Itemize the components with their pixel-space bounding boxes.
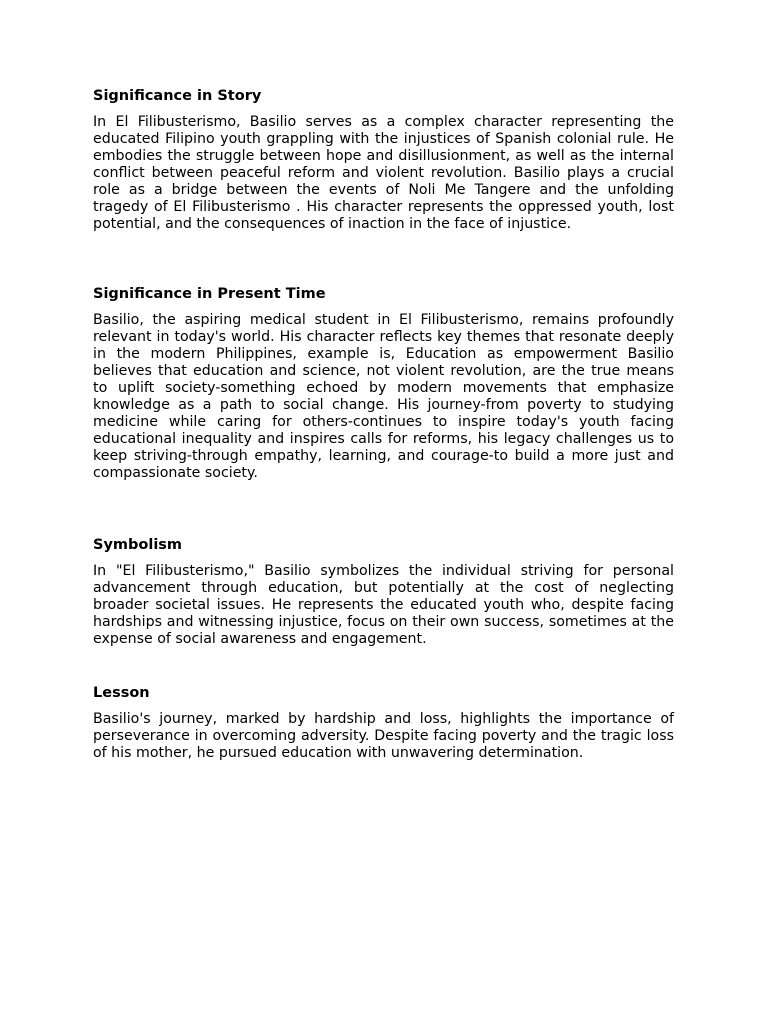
section-paragraph: In El Filibusterismo, Basilio serves as a complex character representing the educated Filipino youth grappling with the injustices of Spanish colonial rule. He embodies the struggle between hope and disillusionment, as well as the internal conflict between peaceful reform and violent revolution. Basilio plays a crucial role as a bridge between the events of Noli Me Tangere and the unfolding tragedy of El Filibusterismo . His character represents the oppressed youth, lost potential, and the consequences of inaction in the face of injustice. (93, 114, 674, 232)
section-heading: Significance in Present Time (93, 286, 326, 302)
section-paragraph: Basilio, the aspiring medical student in El Filibusterismo, remains profoundly relevant in today's world. His character reflects key themes that resonate deeply in the modern Philippines, example is, Education as empowerment Basilio believes that education and science, not violent revolution, are the true means to uplift society-something echoed by modern movements that emphasize knowledge as a path to social change. His journey-from poverty to studying medicine while caring for others-continues to inspire today's youth facing educational inequality and inspires calls for reforms, his legacy challenges us to keep striving-through empathy, learning, and courage-to build a more just and compassionate society. (93, 312, 674, 481)
section-significance-in-present-time (93, 285, 674, 482)
section-heading: Lesson (93, 685, 150, 701)
section-heading: Symbolism (93, 537, 183, 553)
section-significance-in-story (93, 87, 674, 233)
section-heading: Significance in Story (93, 88, 262, 104)
section-lesson (93, 684, 674, 762)
section-symbolism (93, 536, 674, 648)
section-paragraph: Basilio's journey, marked by hardship and loss, highlights the importance of perseverance in overcoming adversity. Despite facing poverty and the tragic loss of his mother, he pursued education with unwavering determination. (93, 711, 674, 761)
section-paragraph: In "El Filibusterismo," Basilio symbolizes the individual striving for personal advancement through education, but potentially at the cost of neglecting broader societal issues. He represents the educated youth who, despite facing hardships and witnessing injustice, focus on their own success, sometimes at the expense of social awareness and engagement. (93, 563, 674, 647)
